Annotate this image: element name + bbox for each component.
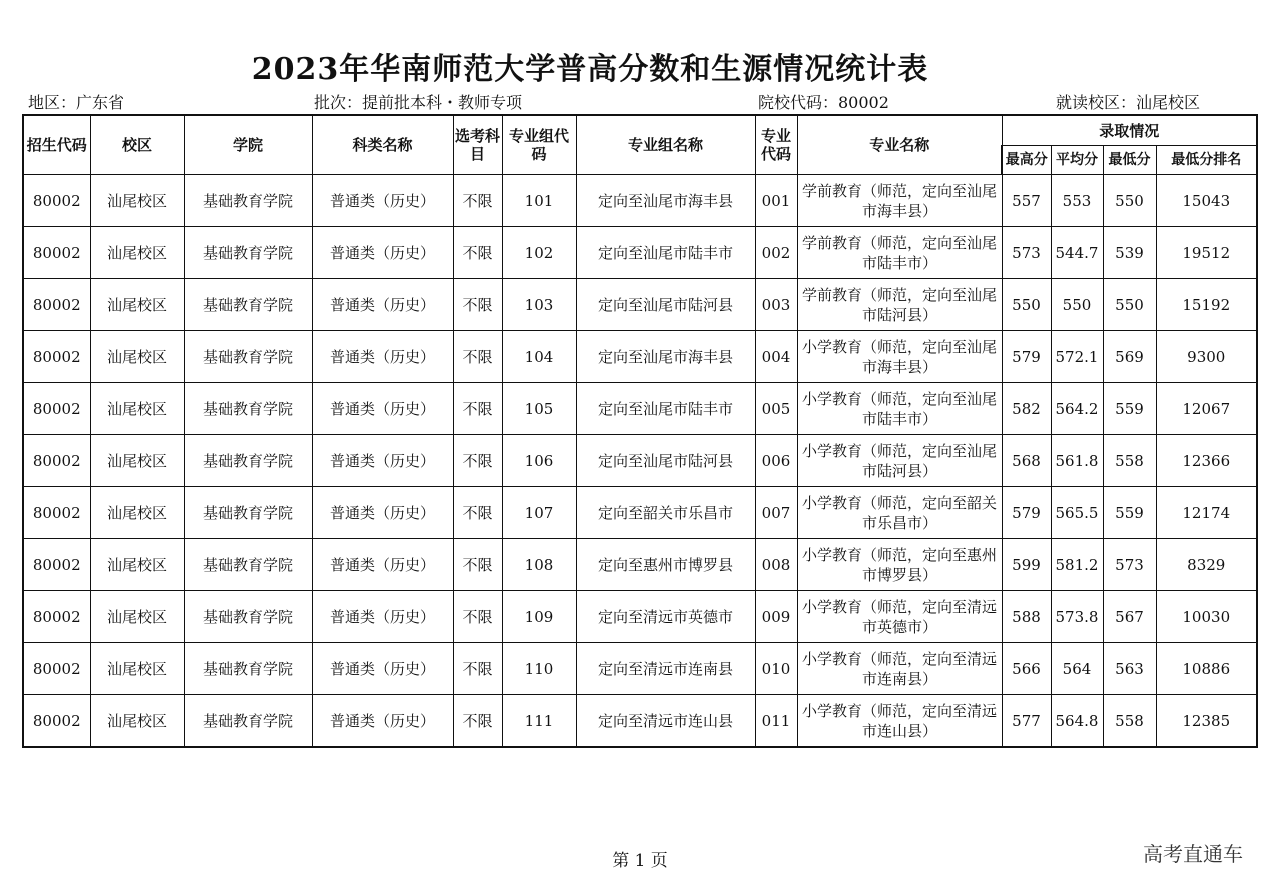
header-max-score: 最高分 [1002, 146, 1051, 175]
cell-college: 基础教育学院 [184, 435, 312, 487]
cell-enroll-code: 80002 [23, 175, 90, 227]
cell-category: 普通类（历史） [312, 331, 453, 383]
table-row [23, 435, 1257, 487]
table-row [23, 279, 1257, 331]
cell-major-name: 学前教育（师范，定向至汕尾市海丰县） [797, 175, 1002, 227]
header-min-rank: 最低分排名 [1156, 146, 1257, 175]
cell-campus: 汕尾校区 [90, 487, 184, 539]
watermark: 高考直通车 [1143, 842, 1243, 866]
cell-subjects: 不限 [453, 227, 502, 279]
cell-avg-score: 573.8 [1051, 591, 1103, 643]
cell-major-name: 小学教育（师范，定向至惠州市博罗县） [797, 539, 1002, 591]
meta-school-code: 院校代码：80002 [758, 93, 889, 112]
cell-category: 普通类（历史） [312, 643, 453, 695]
cell-enroll-code: 80002 [23, 487, 90, 539]
cell-subjects: 不限 [453, 487, 502, 539]
cell-campus: 汕尾校区 [90, 591, 184, 643]
cell-min-rank: 12174 [1156, 487, 1257, 539]
cell-max-score: 557 [1002, 175, 1051, 227]
cell-group-name: 定向至汕尾市陆丰市 [576, 383, 755, 435]
cell-group-name: 定向至清远市连南县 [576, 643, 755, 695]
cell-avg-score: 564.8 [1051, 695, 1103, 748]
cell-enroll-code: 80002 [23, 435, 90, 487]
cell-college: 基础教育学院 [184, 383, 312, 435]
cell-enroll-code: 80002 [23, 227, 90, 279]
cell-min-rank: 12366 [1156, 435, 1257, 487]
cell-avg-score: 581.2 [1051, 539, 1103, 591]
cell-max-score: 582 [1002, 383, 1051, 435]
admission-table [22, 114, 1258, 748]
cell-campus: 汕尾校区 [90, 331, 184, 383]
cell-group-name: 定向至清远市连山县 [576, 695, 755, 748]
header-major-code: 专业代码 [755, 115, 797, 175]
table-row [23, 227, 1257, 279]
cell-min-rank: 12067 [1156, 383, 1257, 435]
cell-group-code: 108 [502, 539, 576, 591]
cell-min-score: 563 [1103, 643, 1156, 695]
cell-subjects: 不限 [453, 539, 502, 591]
cell-min-rank: 19512 [1156, 227, 1257, 279]
cell-enroll-code: 80002 [23, 643, 90, 695]
cell-major-code: 007 [755, 487, 797, 539]
cell-group-name: 定向至汕尾市陆河县 [576, 435, 755, 487]
cell-max-score: 577 [1002, 695, 1051, 748]
cell-major-code: 006 [755, 435, 797, 487]
cell-major-name: 小学教育（师范，定向至汕尾市海丰县） [797, 331, 1002, 383]
cell-college: 基础教育学院 [184, 643, 312, 695]
cell-max-score: 568 [1002, 435, 1051, 487]
cell-min-score: 539 [1103, 227, 1156, 279]
cell-subjects: 不限 [453, 383, 502, 435]
cell-major-code: 002 [755, 227, 797, 279]
cell-enroll-code: 80002 [23, 591, 90, 643]
cell-group-name: 定向至汕尾市陆河县 [576, 279, 755, 331]
cell-group-code: 110 [502, 643, 576, 695]
cell-major-code: 010 [755, 643, 797, 695]
cell-enroll-code: 80002 [23, 695, 90, 748]
cell-major-name: 小学教育（师范，定向至韶关市乐昌市） [797, 487, 1002, 539]
cell-category: 普通类（历史） [312, 435, 453, 487]
cell-group-code: 106 [502, 435, 576, 487]
cell-avg-score: 564.2 [1051, 383, 1103, 435]
cell-category: 普通类（历史） [312, 279, 453, 331]
cell-subjects: 不限 [453, 695, 502, 748]
table-row [23, 643, 1257, 695]
cell-min-score: 573 [1103, 539, 1156, 591]
cell-group-name: 定向至汕尾市海丰县 [576, 175, 755, 227]
cell-min-rank: 10886 [1156, 643, 1257, 695]
cell-avg-score: 572.1 [1051, 331, 1103, 383]
cell-avg-score: 564 [1051, 643, 1103, 695]
table-row [23, 695, 1257, 748]
cell-campus: 汕尾校区 [90, 435, 184, 487]
cell-major-code: 003 [755, 279, 797, 331]
cell-subjects: 不限 [453, 591, 502, 643]
header-category: 科类名称 [312, 115, 453, 175]
cell-college: 基础教育学院 [184, 591, 312, 643]
meta-campus: 就读校区：汕尾校区 [1056, 93, 1201, 112]
cell-major-code: 005 [755, 383, 797, 435]
cell-avg-score: 561.8 [1051, 435, 1103, 487]
cell-category: 普通类（历史） [312, 487, 453, 539]
header-avg-score: 平均分 [1051, 146, 1103, 175]
cell-avg-score: 550 [1051, 279, 1103, 331]
table-row [23, 539, 1257, 591]
cell-subjects: 不限 [453, 175, 502, 227]
cell-campus: 汕尾校区 [90, 227, 184, 279]
cell-major-name: 小学教育（师范，定向至清远市英德市） [797, 591, 1002, 643]
cell-enroll-code: 80002 [23, 279, 90, 331]
cell-campus: 汕尾校区 [90, 279, 184, 331]
meta-region: 地区：广东省 [28, 93, 125, 112]
cell-min-score: 558 [1103, 435, 1156, 487]
cell-min-rank: 8329 [1156, 539, 1257, 591]
cell-group-code: 111 [502, 695, 576, 748]
cell-subjects: 不限 [453, 279, 502, 331]
cell-college: 基础教育学院 [184, 695, 312, 748]
cell-major-name: 小学教育（师范，定向至清远市连南县） [797, 643, 1002, 695]
cell-college: 基础教育学院 [184, 487, 312, 539]
cell-major-code: 011 [755, 695, 797, 748]
cell-group-code: 103 [502, 279, 576, 331]
cell-min-score: 559 [1103, 487, 1156, 539]
header-group-name: 专业组名称 [576, 115, 755, 175]
cell-max-score: 550 [1002, 279, 1051, 331]
cell-college: 基础教育学院 [184, 539, 312, 591]
table-row [23, 331, 1257, 383]
cell-major-code: 001 [755, 175, 797, 227]
cell-college: 基础教育学院 [184, 175, 312, 227]
cell-subjects: 不限 [453, 643, 502, 695]
cell-category: 普通类（历史） [312, 591, 453, 643]
cell-campus: 汕尾校区 [90, 643, 184, 695]
cell-max-score: 566 [1002, 643, 1051, 695]
table-row [23, 383, 1257, 435]
header-major-name: 专业名称 [797, 115, 1002, 175]
cell-enroll-code: 80002 [23, 331, 90, 383]
cell-min-score: 569 [1103, 331, 1156, 383]
cell-group-code: 107 [502, 487, 576, 539]
cell-min-rank: 15043 [1156, 175, 1257, 227]
cell-campus: 汕尾校区 [90, 383, 184, 435]
cell-min-rank: 15192 [1156, 279, 1257, 331]
header-min-score: 最低分 [1103, 146, 1156, 175]
meta-batch: 批次：提前批本科・教师专项 [314, 93, 523, 112]
page-number: 第 1 页 [612, 851, 668, 871]
cell-group-code: 104 [502, 331, 576, 383]
cell-category: 普通类（历史） [312, 383, 453, 435]
cell-min-rank: 10030 [1156, 591, 1257, 643]
cell-avg-score: 544.7 [1051, 227, 1103, 279]
cell-major-name: 学前教育（师范，定向至汕尾市陆丰市） [797, 227, 1002, 279]
cell-enroll-code: 80002 [23, 539, 90, 591]
cell-min-score: 550 [1103, 279, 1156, 331]
header-campus: 校区 [90, 115, 184, 175]
cell-group-name: 定向至汕尾市陆丰市 [576, 227, 755, 279]
cell-campus: 汕尾校区 [90, 695, 184, 748]
cell-avg-score: 553 [1051, 175, 1103, 227]
header-admission: 录取情况 [1002, 115, 1257, 146]
cell-major-name: 学前教育（师范，定向至汕尾市陆河县） [797, 279, 1002, 331]
table-row [23, 487, 1257, 539]
cell-group-code: 109 [502, 591, 576, 643]
cell-min-rank: 9300 [1156, 331, 1257, 383]
cell-max-score: 573 [1002, 227, 1051, 279]
cell-major-name: 小学教育（师范，定向至清远市连山县） [797, 695, 1002, 748]
cell-group-name: 定向至清远市英德市 [576, 591, 755, 643]
cell-group-code: 105 [502, 383, 576, 435]
cell-group-code: 101 [502, 175, 576, 227]
cell-max-score: 579 [1002, 331, 1051, 383]
cell-group-name: 定向至韶关市乐昌市 [576, 487, 755, 539]
cell-min-score: 567 [1103, 591, 1156, 643]
header-enroll-code: 招生代码 [23, 115, 90, 175]
page-title: 2023年华南师范大学普高分数和生源情况统计表 [251, 52, 929, 87]
cell-max-score: 579 [1002, 487, 1051, 539]
cell-min-score: 559 [1103, 383, 1156, 435]
cell-category: 普通类（历史） [312, 539, 453, 591]
header-college: 学院 [184, 115, 312, 175]
cell-enroll-code: 80002 [23, 383, 90, 435]
cell-category: 普通类（历史） [312, 695, 453, 748]
cell-avg-score: 565.5 [1051, 487, 1103, 539]
cell-major-code: 009 [755, 591, 797, 643]
cell-min-score: 558 [1103, 695, 1156, 748]
header-subjects: 选考科目 [453, 115, 502, 175]
cell-subjects: 不限 [453, 331, 502, 383]
cell-major-name: 小学教育（师范，定向至汕尾市陆河县） [797, 435, 1002, 487]
cell-major-name: 小学教育（师范，定向至汕尾市陆丰市） [797, 383, 1002, 435]
cell-min-score: 550 [1103, 175, 1156, 227]
cell-group-name: 定向至惠州市博罗县 [576, 539, 755, 591]
cell-college: 基础教育学院 [184, 331, 312, 383]
cell-college: 基础教育学院 [184, 279, 312, 331]
cell-group-name: 定向至汕尾市海丰县 [576, 331, 755, 383]
cell-major-code: 004 [755, 331, 797, 383]
table-row [23, 175, 1257, 227]
cell-college: 基础教育学院 [184, 227, 312, 279]
cell-campus: 汕尾校区 [90, 175, 184, 227]
cell-major-code: 008 [755, 539, 797, 591]
cell-category: 普通类（历史） [312, 227, 453, 279]
cell-subjects: 不限 [453, 435, 502, 487]
header-group-code: 专业组代码 [502, 115, 576, 175]
cell-category: 普通类（历史） [312, 175, 453, 227]
cell-group-code: 102 [502, 227, 576, 279]
cell-campus: 汕尾校区 [90, 539, 184, 591]
cell-max-score: 588 [1002, 591, 1051, 643]
cell-max-score: 599 [1002, 539, 1051, 591]
table-row [23, 591, 1257, 643]
cell-min-rank: 12385 [1156, 695, 1257, 748]
